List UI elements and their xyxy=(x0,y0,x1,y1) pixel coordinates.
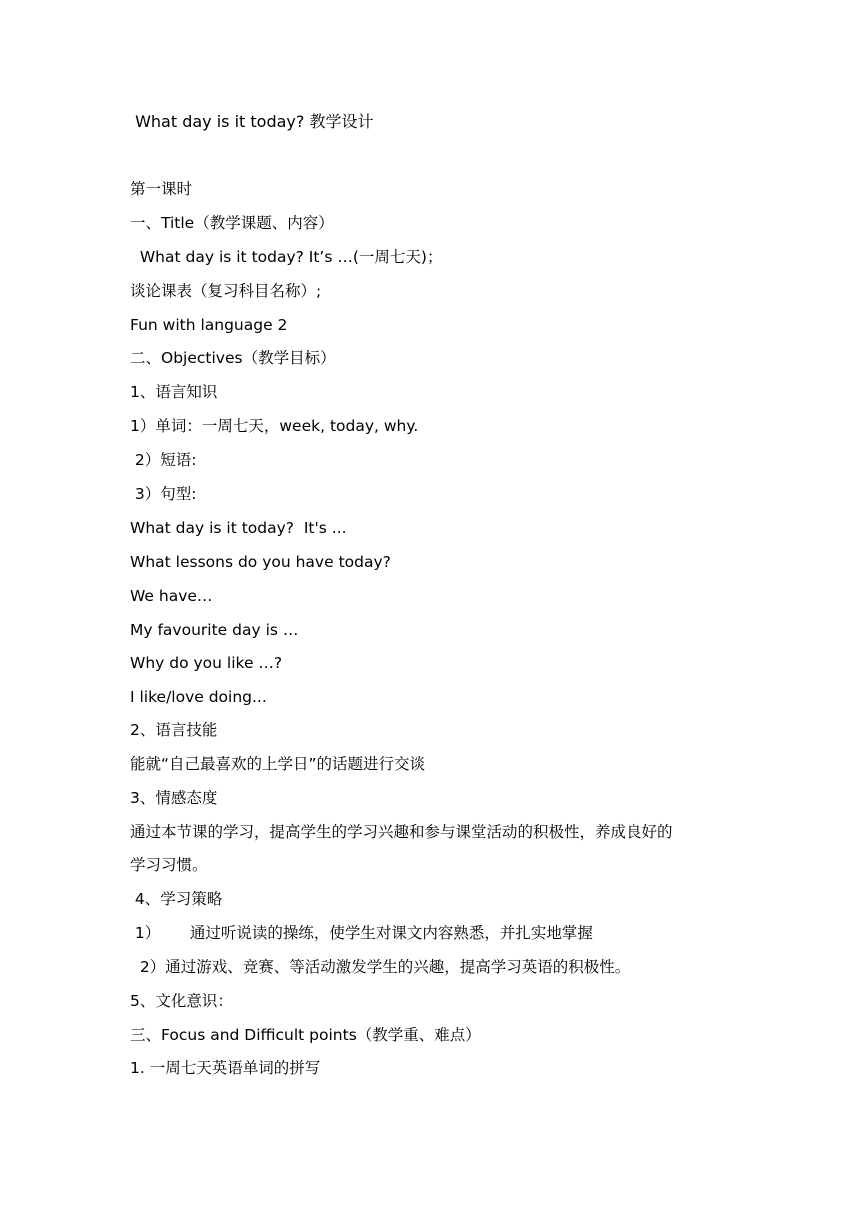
sentence-pattern: My favourite day is … xyxy=(130,621,299,639)
text-line: 2）短语: xyxy=(130,451,197,469)
sentence-pattern: We have… xyxy=(130,587,213,605)
text-line: 1. 一周七天英语单词的拼写 xyxy=(130,1059,321,1077)
text-line: 3）句型: xyxy=(130,485,197,503)
text-line: 能就“自己最喜欢的上学日”的话题进行交谈 xyxy=(130,755,426,773)
text-line: 1）单词：一周七天，week, today, why. xyxy=(130,417,419,435)
document-title: What day is it today? 教学设计 xyxy=(130,112,374,131)
sentence-pattern: I like/love doing... xyxy=(130,688,267,706)
text-line: 通过本节课的学习，提高学生的学习兴趣和参与课堂活动的积极性，养成良好的 xyxy=(130,823,673,841)
sentence-pattern: What day is it today? It's ... xyxy=(130,519,347,537)
section-heading-objectives: 二、Objectives（教学目标） xyxy=(130,349,336,367)
text-line: 1） 通过听说读的操练，使学生对课文内容熟悉，并扎实地掌握 xyxy=(130,924,593,942)
text-line: Fun with language 2 xyxy=(130,316,288,334)
text-line: 谈论课表（复习科目名称）; xyxy=(130,282,322,300)
sentence-pattern: What lessons do you have today? xyxy=(130,553,391,571)
sentence-pattern: Why do you like …? xyxy=(130,654,283,672)
lesson-period-heading: 第一课时 xyxy=(130,180,193,198)
subheading-learning-strategies: 4、学习策略 xyxy=(130,890,223,908)
subheading-attitude: 3、情感态度 xyxy=(130,789,218,807)
subheading-cultural-awareness: 5、文化意识： xyxy=(130,992,233,1010)
text-line: 学习习惯。 xyxy=(130,856,208,874)
subheading-language-skills: 2、语言技能 xyxy=(130,721,218,739)
text-line: 2）通过游戏、竞赛、等活动激发学生的兴趣，提高学习英语的积极性。 xyxy=(130,958,631,976)
subheading-language-knowledge: 1、语言知识 xyxy=(130,383,218,401)
section-heading-focus: 三、Focus and Difficult points（教学重、难点） xyxy=(130,1026,481,1044)
text-line: What day is it today? It’s …(一周七天)； xyxy=(130,248,443,266)
section-heading-title: 一、Title（教学课题、内容） xyxy=(130,214,334,232)
